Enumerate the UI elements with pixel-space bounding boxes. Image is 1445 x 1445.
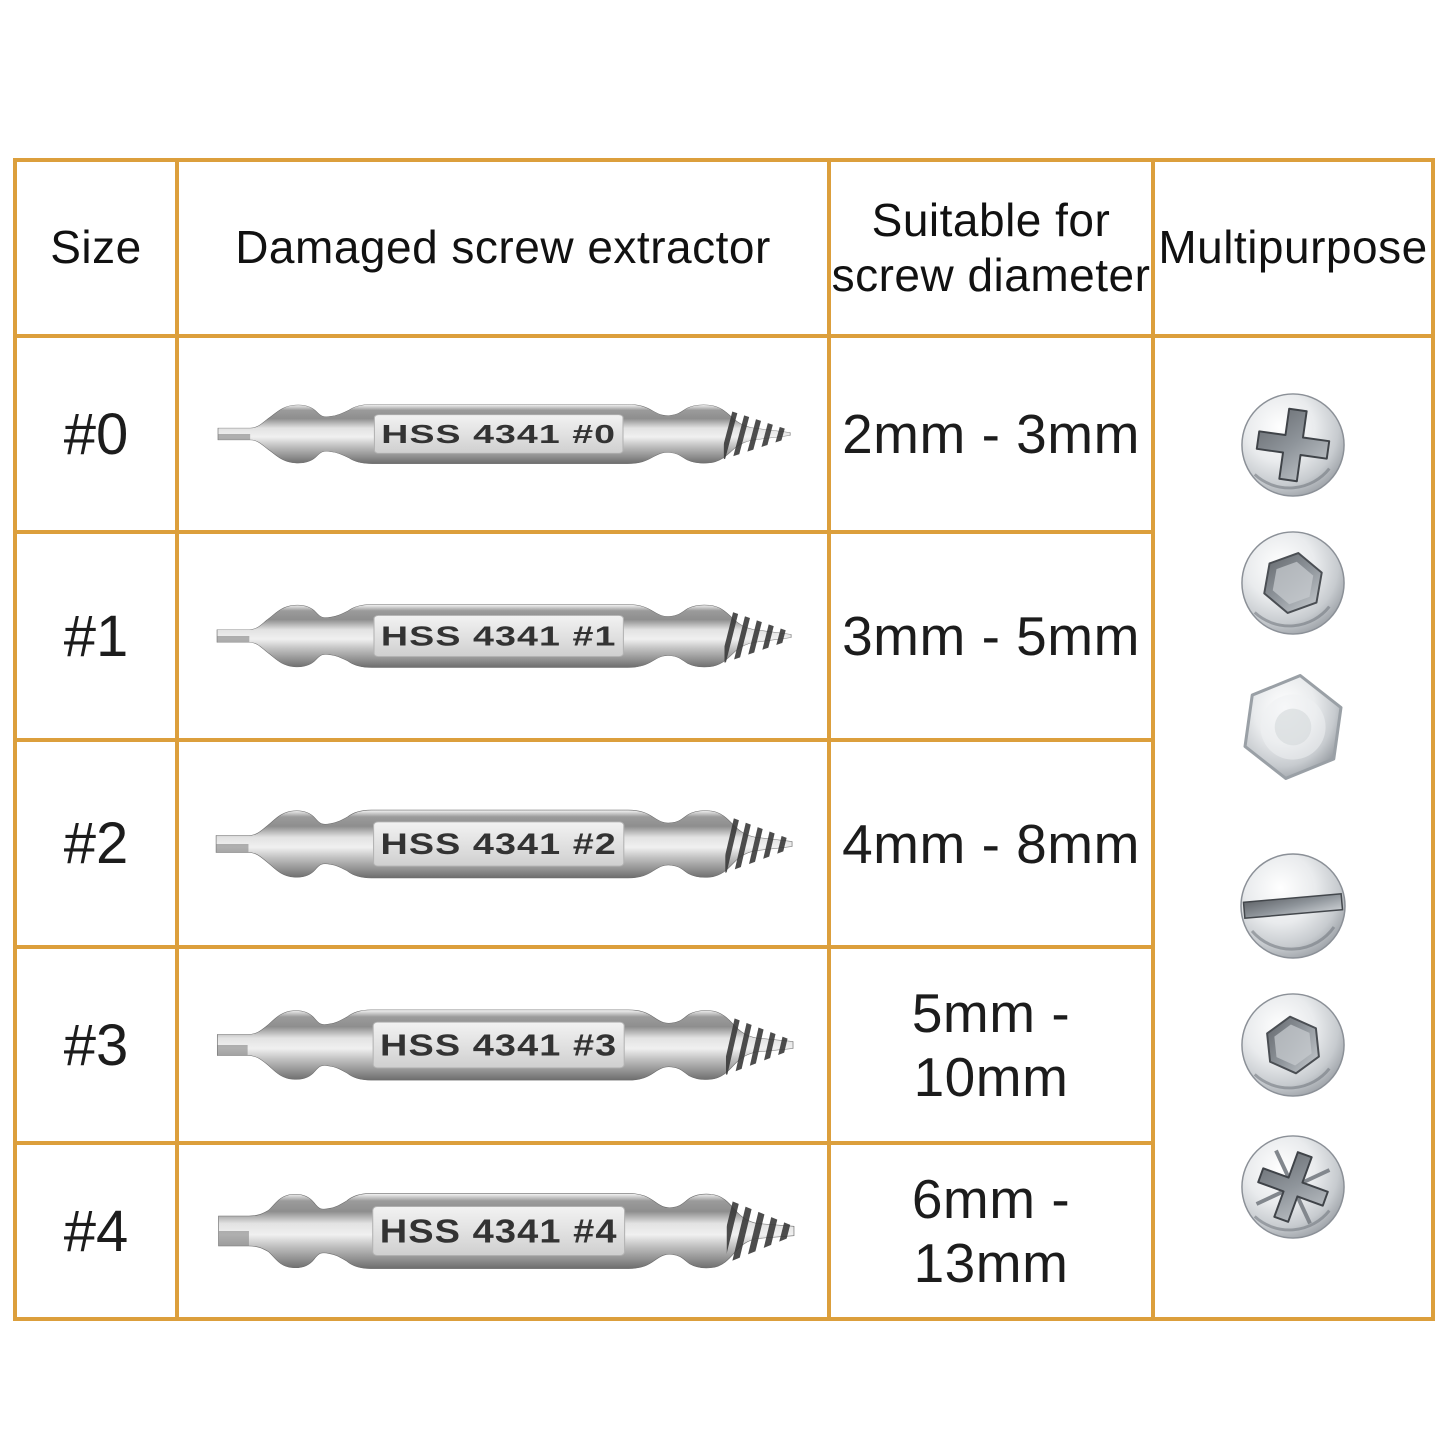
hex-socket-head-icon <box>1239 529 1347 637</box>
row-0-diameter: 2mm - 3mm <box>831 338 1151 530</box>
header-size-label: Size <box>50 221 142 274</box>
row-0-size: #0 <box>17 338 175 530</box>
product-table <box>13 158 1435 1321</box>
extractor-bit-1-image <box>202 584 804 688</box>
phillips-head-icon <box>1239 391 1347 499</box>
row-4-size: #4 <box>17 1145 175 1317</box>
row-0-extractor-cell <box>179 338 827 530</box>
header-extractor <box>179 162 827 334</box>
row-3-size: #3 <box>17 949 175 1141</box>
header-diameter-label: Suitable for screw diameter <box>831 193 1151 301</box>
extractor-bit-3-image <box>200 987 806 1103</box>
bit-2-label: HSS 4341 #2 <box>380 827 617 861</box>
header-extractor-label: Damaged screw extractor <box>235 221 771 274</box>
pozidriv-head-icon <box>1239 1133 1347 1241</box>
row-1-diameter: 3mm - 5mm <box>831 534 1151 738</box>
bit-4-label: HSS 4341 #4 <box>379 1212 618 1250</box>
bit-1-label: HSS 4341 #1 <box>380 620 617 652</box>
bit-3-label: HSS 4341 #3 <box>380 1028 618 1063</box>
row-3-diameter: 5mm - 10mm <box>831 949 1151 1141</box>
row-1-size: #1 <box>17 534 175 738</box>
header-multipurpose <box>1155 162 1431 334</box>
row-2-extractor-cell <box>179 742 827 945</box>
multipurpose-cell <box>1155 338 1431 1317</box>
hex-bolt-head-icon <box>1237 671 1349 783</box>
row-3-extractor-cell <box>179 949 827 1141</box>
header-size <box>17 162 175 334</box>
extractor-bit-0-image <box>203 385 803 483</box>
extractor-bit-2-image <box>201 788 805 900</box>
slotted-head-icon <box>1238 851 1348 961</box>
bit-0-label: HSS 4341 #0 <box>381 419 617 449</box>
extractor-bit-4-image <box>199 1169 807 1293</box>
header-multipurpose-label: Multipurpose <box>1158 221 1428 274</box>
row-4-extractor-cell <box>179 1145 827 1317</box>
row-2-diameter: 4mm - 8mm <box>831 742 1151 945</box>
hex-socket-head-icon <box>1239 991 1347 1099</box>
row-1-extractor-cell <box>179 534 827 738</box>
row-2-size: #2 <box>17 742 175 945</box>
row-4-diameter: 6mm - 13mm <box>831 1145 1151 1317</box>
header-diameter <box>831 162 1151 334</box>
